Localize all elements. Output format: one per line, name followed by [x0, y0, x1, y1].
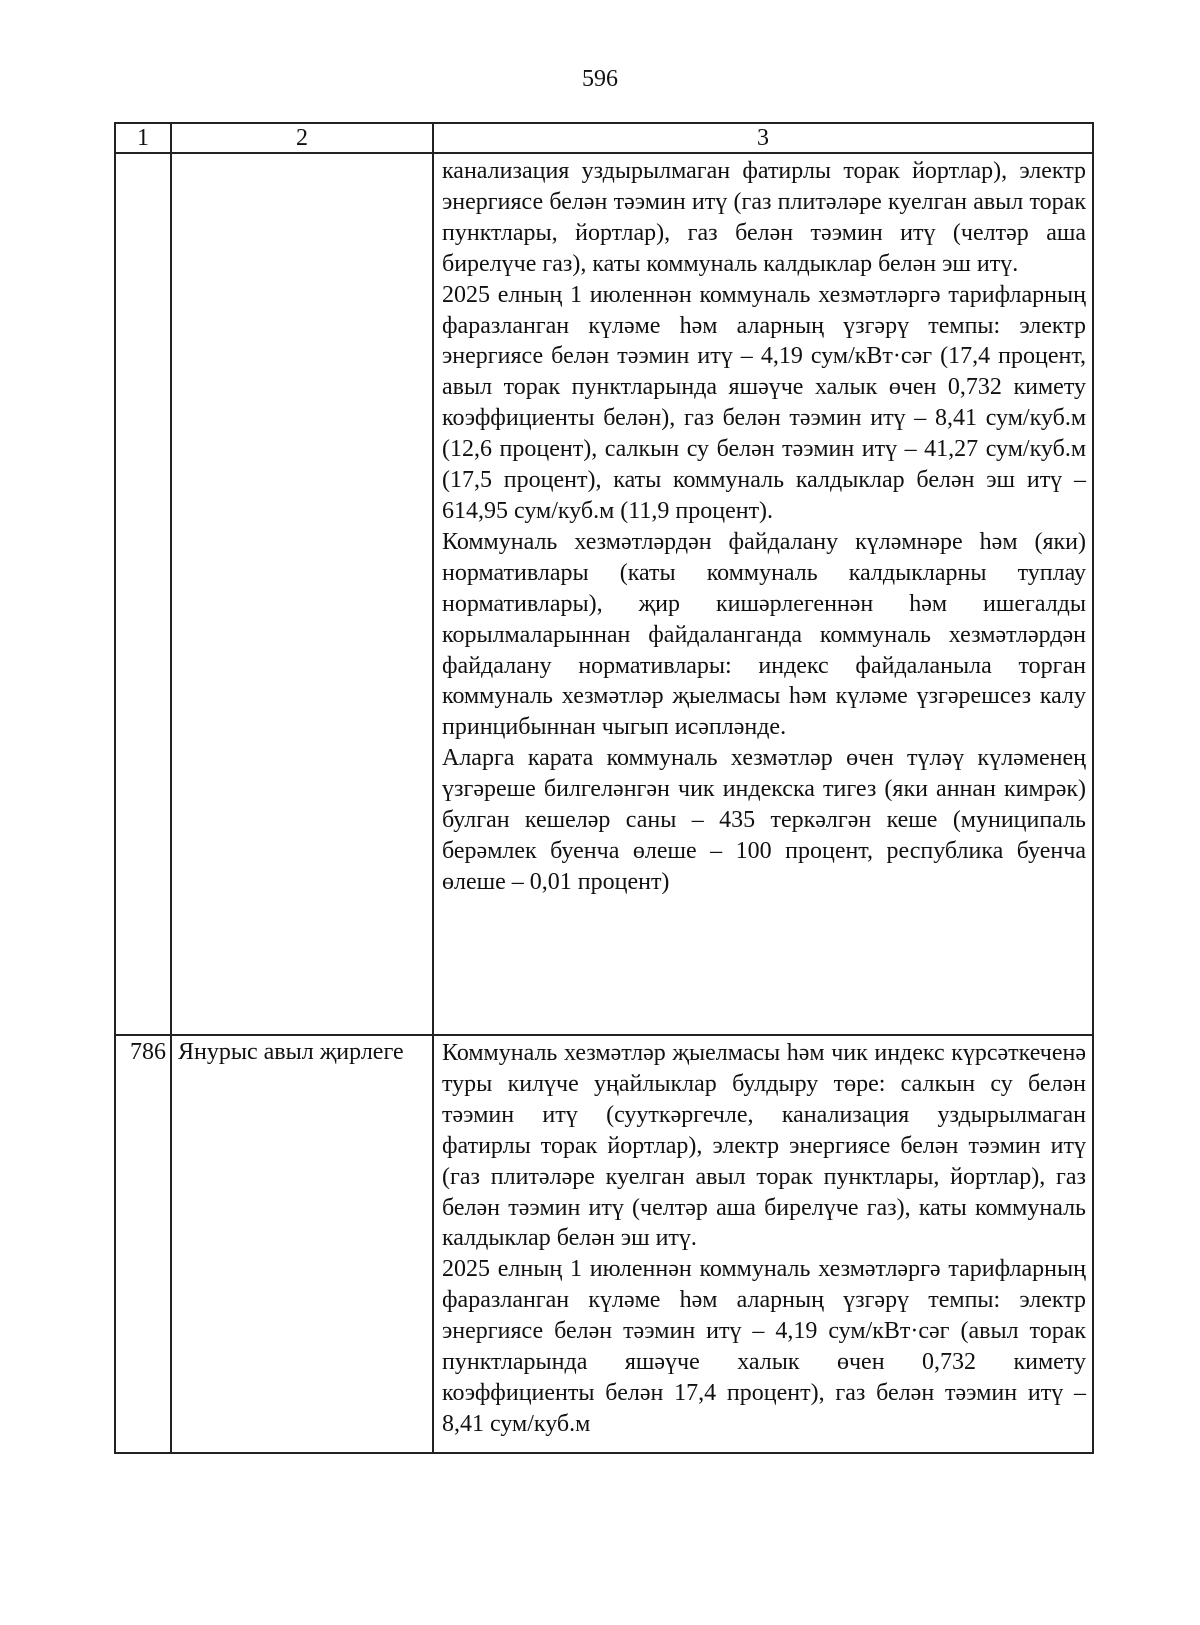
- table-row: [115, 1035, 1093, 1453]
- table-row: [115, 153, 1093, 1035]
- page-number: 596: [582, 66, 618, 92]
- description-paragraph: Коммуналь хезмәтләрдән файдалану күләмнәре һәм (яки) нормативлары (каты коммуналь калдыкларны туплау нормативлары), җир кишәрлегеннән һәм ишегалды корылмаларыннан файдаланганда коммуналь хезмәтләрдән файдалану нормативлары: индекс файдаланыла торган коммуналь хезмәтләр җыелмасы һәм күләме үзгәрешсез калу принцибыннан чыгып исәпләнде.: [442, 528, 1086, 741]
- row-number: 786: [115, 1035, 171, 1453]
- description-cell: [433, 1035, 1093, 1453]
- description-paragraph: 2025 елның 1 июленнән коммуналь хезмәтләргә тарифларның фаразланган күләме һәм аларның үзгәрү темпы: электр энергиясе белән тәэмин итү – 4,19 сум/кВт·сәг (17,4 процент, авыл торак пунктларында яшәүче халык өчен 0,732 кимету коэффициенты белән), газ белән тәэмин итү – 8,41 сум/куб.м (12,6 процент), салкын су белән тәэмин итү – 41,27 сум/куб.м (17,5 процент), каты коммуналь калдыклар белән эш итү – 614,95 сум/куб.м (11,9 процент).: [442, 281, 1086, 524]
- table-header-row: [115, 123, 1093, 153]
- description-paragraph: Коммуналь хезмәтләр җыелмасы һәм чик индекс күрсәткеченә туры килүче уңайлыклар булдыру төре: салкын су белән тәэмин итү (сууткәргечле, канализация уздырылмаган фатирлы торак йортлар), электр энергиясе белән тәэмин итү (газ плитәләре куелган авыл торак пунктлары, йортлар), газ белән тәэмин итү (челтәр аша бирелүче газ), каты коммуналь калдыклар белән эш итү.: [442, 1040, 1086, 1252]
- row-number: [115, 153, 171, 1035]
- column-header: 1: [115, 123, 171, 153]
- settlement-name: Янурыс авыл җирлеге: [171, 1035, 433, 1453]
- column-header: 2: [171, 123, 433, 153]
- settlement-name: [171, 153, 433, 1035]
- data-table: [114, 122, 1094, 1454]
- description-cell: [433, 153, 1093, 1035]
- description-paragraph: канализация уздырылмаган фатирлы торак йортлар), электр энергиясе белән тәэмин итү (газ плитәләре куелган авыл торак пунктлары, йортлар), газ белән тәэмин итү (челтәр аша бирелүче газ), каты коммуналь калдыклар белән эш итү.: [442, 158, 1086, 277]
- description-paragraph: 2025 елның 1 июленнән коммуналь хезмәтләргә тарифларның фаразланган күләме һәм аларның үзгәрү темпы: электр энергиясе белән тәэмин итү – 4,19 сум/кВт·сәг (авыл торак пунктларында яшәүче халык өчен 0,732 кимету коэффициенты белән 17,4 процент), газ белән тәэмин итү – 8,41 сум/куб.м: [442, 1256, 1086, 1437]
- description-paragraph: Аларга карата коммуналь хезмәтләр өчен түләү күләменең үзгәреше билгеләнгән чик индекска тигез (яки аннан кимрәк) булган кешеләр саны – 435 теркәлгән кеше (муниципаль берәмлек буенча өлеше – 100 процент, республика буенча өлеше – 0,01 процент): [442, 745, 1086, 895]
- column-header: 3: [433, 123, 1093, 153]
